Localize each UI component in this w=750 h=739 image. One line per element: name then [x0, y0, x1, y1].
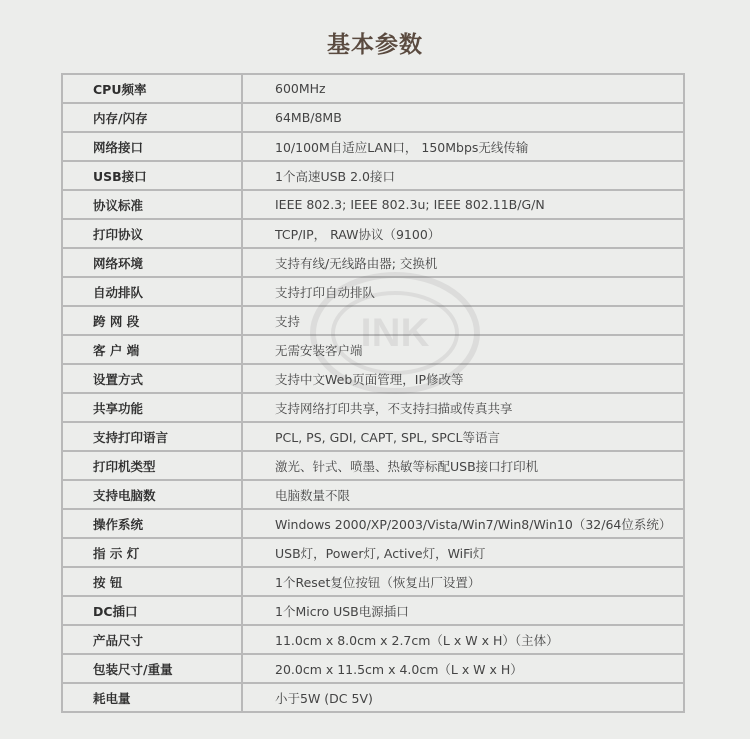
spec-row: [62, 161, 684, 190]
spec-row: [62, 422, 684, 451]
spec-label: 协议标准: [62, 190, 242, 219]
spec-label: 按 钮: [62, 567, 242, 596]
spec-label: 产品尺寸: [62, 625, 242, 654]
spec-label: 网络接口: [62, 132, 242, 161]
spec-value: 600MHz: [242, 74, 684, 103]
spec-value: 支持打印自动排队: [242, 277, 684, 306]
spec-row: [62, 277, 684, 306]
spec-label: 包装尺寸/重量: [62, 654, 242, 683]
spec-label: 跨 网 段: [62, 306, 242, 335]
spec-value: 1个高速USB 2.0接口: [242, 161, 684, 190]
spec-label: 操作系统: [62, 509, 242, 538]
spec-value: PCL, PS, GDI, CAPT, SPL, SPCL等语言: [242, 422, 684, 451]
spec-value: 1个Reset复位按钮（恢复出厂设置）: [242, 567, 684, 596]
spec-label: 指 示 灯: [62, 538, 242, 567]
spec-row: [62, 306, 684, 335]
spec-row: [62, 190, 684, 219]
spec-row: [62, 480, 684, 509]
spec-label: DC插口: [62, 596, 242, 625]
spec-label: 内存/闪存: [62, 103, 242, 132]
spec-row: [62, 654, 684, 683]
spec-table: [61, 73, 685, 713]
spec-value: TCP/IP， RAW协议（9100）: [242, 219, 684, 248]
spec-row: [62, 393, 684, 422]
spec-row: [62, 219, 684, 248]
spec-row: [62, 538, 684, 567]
spec-label: CPU频率: [62, 74, 242, 103]
spec-row: [62, 451, 684, 480]
spec-label: 支持打印语言: [62, 422, 242, 451]
spec-table-body: [62, 74, 684, 712]
spec-label: USB接口: [62, 161, 242, 190]
spec-value: 无需安装客户端: [242, 335, 684, 364]
spec-row: [62, 364, 684, 393]
spec-label: 共享功能: [62, 393, 242, 422]
spec-row: [62, 509, 684, 538]
spec-row: [62, 74, 684, 103]
spec-row: [62, 567, 684, 596]
spec-value: 支持网络打印共享，不支持扫描或传真共享: [242, 393, 684, 422]
spec-value: 20.0cm x 11.5cm x 4.0cm（L x W x H）: [242, 654, 684, 683]
spec-row: [62, 335, 684, 364]
watermark-text: INK: [360, 311, 430, 355]
spec-row: [62, 132, 684, 161]
spec-label: 设置方式: [62, 364, 242, 393]
spec-row: [62, 248, 684, 277]
page-title: 基本参数: [327, 32, 423, 58]
spec-label: 客 户 端: [62, 335, 242, 364]
spec-label: 网络环境: [62, 248, 242, 277]
spec-value: 小于5W (DC 5V): [242, 683, 684, 712]
spec-row: [62, 625, 684, 654]
spec-value: 激光、针式、喷墨、热敏等标配USB接口打印机: [242, 451, 684, 480]
spec-value: 支持: [242, 306, 684, 335]
spec-value: 支持中文Web页面管理，IP修改等: [242, 364, 684, 393]
spec-label: 自动排队: [62, 277, 242, 306]
spec-label: 耗电量: [62, 683, 242, 712]
spec-label: 打印协议: [62, 219, 242, 248]
spec-value: IEEE 802.3; IEEE 802.3u; IEEE 802.11B/G/N: [242, 190, 684, 219]
spec-value: USB灯，Power灯, Active灯，WiFi灯: [242, 538, 684, 567]
spec-value: 支持有线/无线路由器; 交换机: [242, 248, 684, 277]
spec-value: 11.0cm x 8.0cm x 2.7cm（L x W x H）（主体）: [242, 625, 684, 654]
spec-value: 10/100M自适应LAN口， 150Mbps无线传输: [242, 132, 684, 161]
spec-row: [62, 683, 684, 712]
spec-value: 64MB/8MB: [242, 103, 684, 132]
spec-value: 电脑数量不限: [242, 480, 684, 509]
spec-label: 支持电脑数: [62, 480, 242, 509]
spec-row: [62, 103, 684, 132]
spec-label: 打印机类型: [62, 451, 242, 480]
spec-value: Windows 2000/XP/2003/Vista/Win7/Win8/Win10（32/64位系统）: [242, 509, 684, 538]
spec-row: [62, 596, 684, 625]
spec-value: 1个Micro USB电源插口: [242, 596, 684, 625]
